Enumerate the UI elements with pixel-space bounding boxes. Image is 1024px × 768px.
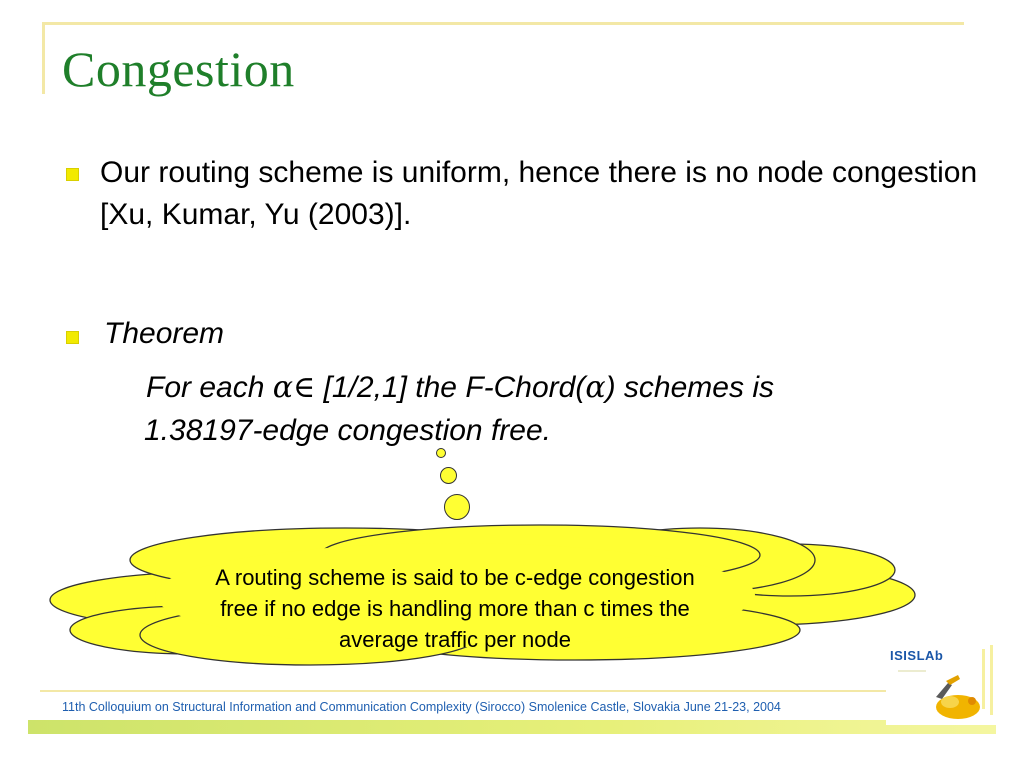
element-of-symbol: ∈: [293, 370, 316, 405]
theorem-text-2: [1/2,1] the F-Chord(: [315, 371, 586, 404]
theorem-text-3: ) schemes is: [605, 371, 774, 404]
footer-divider: [40, 690, 920, 692]
logo-text: ISISLAb: [890, 648, 944, 663]
callout-text: A routing scheme is said to be c-edge congestion free if no edge is handling more than c times the average traffic per node: [215, 565, 695, 652]
bullet-text-2: Theorem: [104, 317, 225, 350]
slide-title: Congestion: [62, 41, 295, 97]
footer-text: 11th Colloquium on Structural Information and Communication Complexity (Sirocco) Smolenice Castle, Slovakia June 21-23, 2004: [62, 700, 781, 714]
alpha-symbol: α: [272, 370, 293, 405]
theorem-conclusion: 1.38197-edge congestion free.: [144, 414, 551, 447]
alpha-symbol-2: α: [585, 370, 606, 405]
bullet-text-1: Our routing scheme is uniform, hence there is no node congestion [Xu, Kumar, Yu (2003)].: [100, 156, 978, 231]
theorem-text-1: For each: [146, 371, 273, 404]
footer-bar: [28, 720, 996, 734]
